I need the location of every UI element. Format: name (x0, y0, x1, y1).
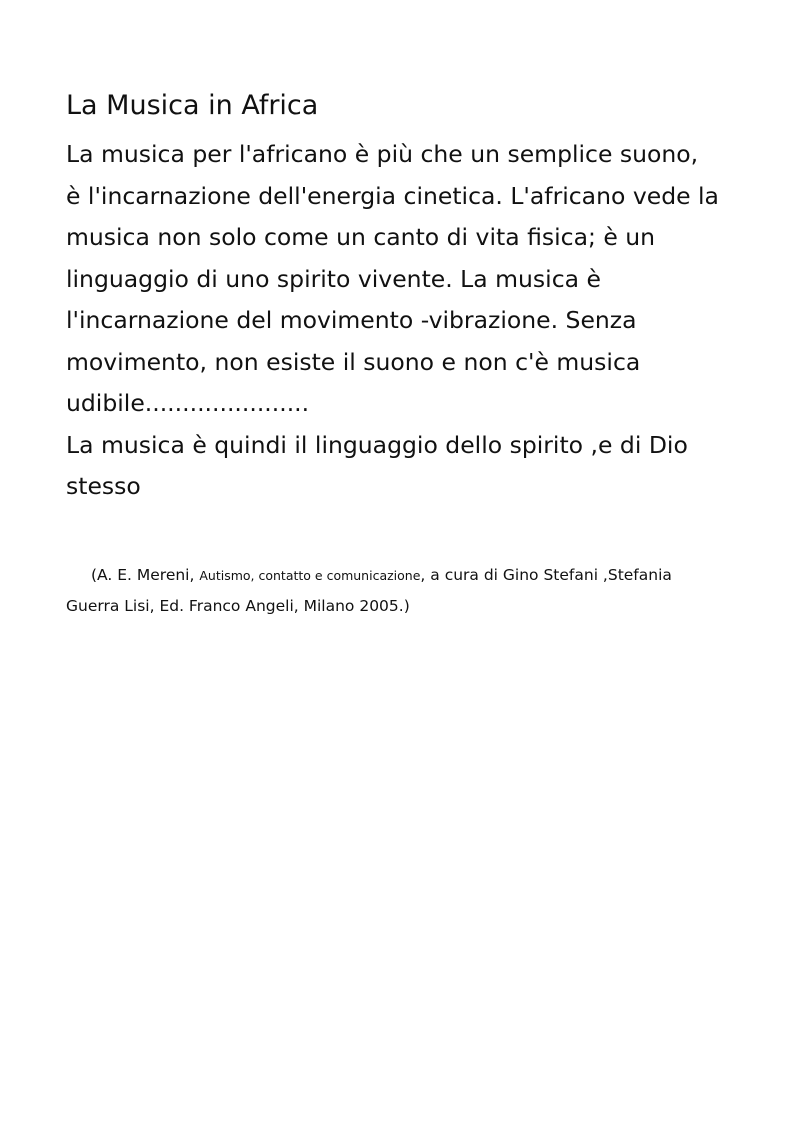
citation-book-title: Autismo, contatto e comunicazione (199, 568, 421, 583)
citation-line-1 (66, 560, 746, 591)
paragraph-line: linguaggio di uno spirito vivente. La musica è (66, 264, 601, 293)
document-title: La Musica in Africa (66, 90, 319, 121)
citation-prefix: (A. E. Mereni, (91, 566, 200, 584)
citation-line-2: Guerra Lisi, Ed. Franco Angeli, Milano 2005.) (66, 597, 410, 615)
paragraph-line: udibile...................... (66, 389, 310, 417)
paragraph-line: musica non solo come un canto di vita fisica; è un (66, 223, 656, 251)
main-paragraph (66, 134, 756, 508)
paragraph-line: movimento, non esiste il suono e non c'è musica (66, 347, 641, 376)
paragraph-line: La musica per l'africano è più che un semplice suono, (66, 140, 699, 168)
paragraph-line: l'incarnazione del movimento -vibrazione. Senza (66, 306, 637, 334)
citation (66, 560, 746, 622)
paragraph-line: La musica è quindi il linguaggio dello spirito ,e di Dio (66, 430, 688, 459)
paragraph-line: stesso (66, 472, 141, 500)
citation-suffix: , a cura di Gino Stefani ,Stefania (420, 566, 672, 584)
paragraph-line: è l'incarnazione dell'energia cinetica. L'africano vede la (66, 181, 719, 210)
